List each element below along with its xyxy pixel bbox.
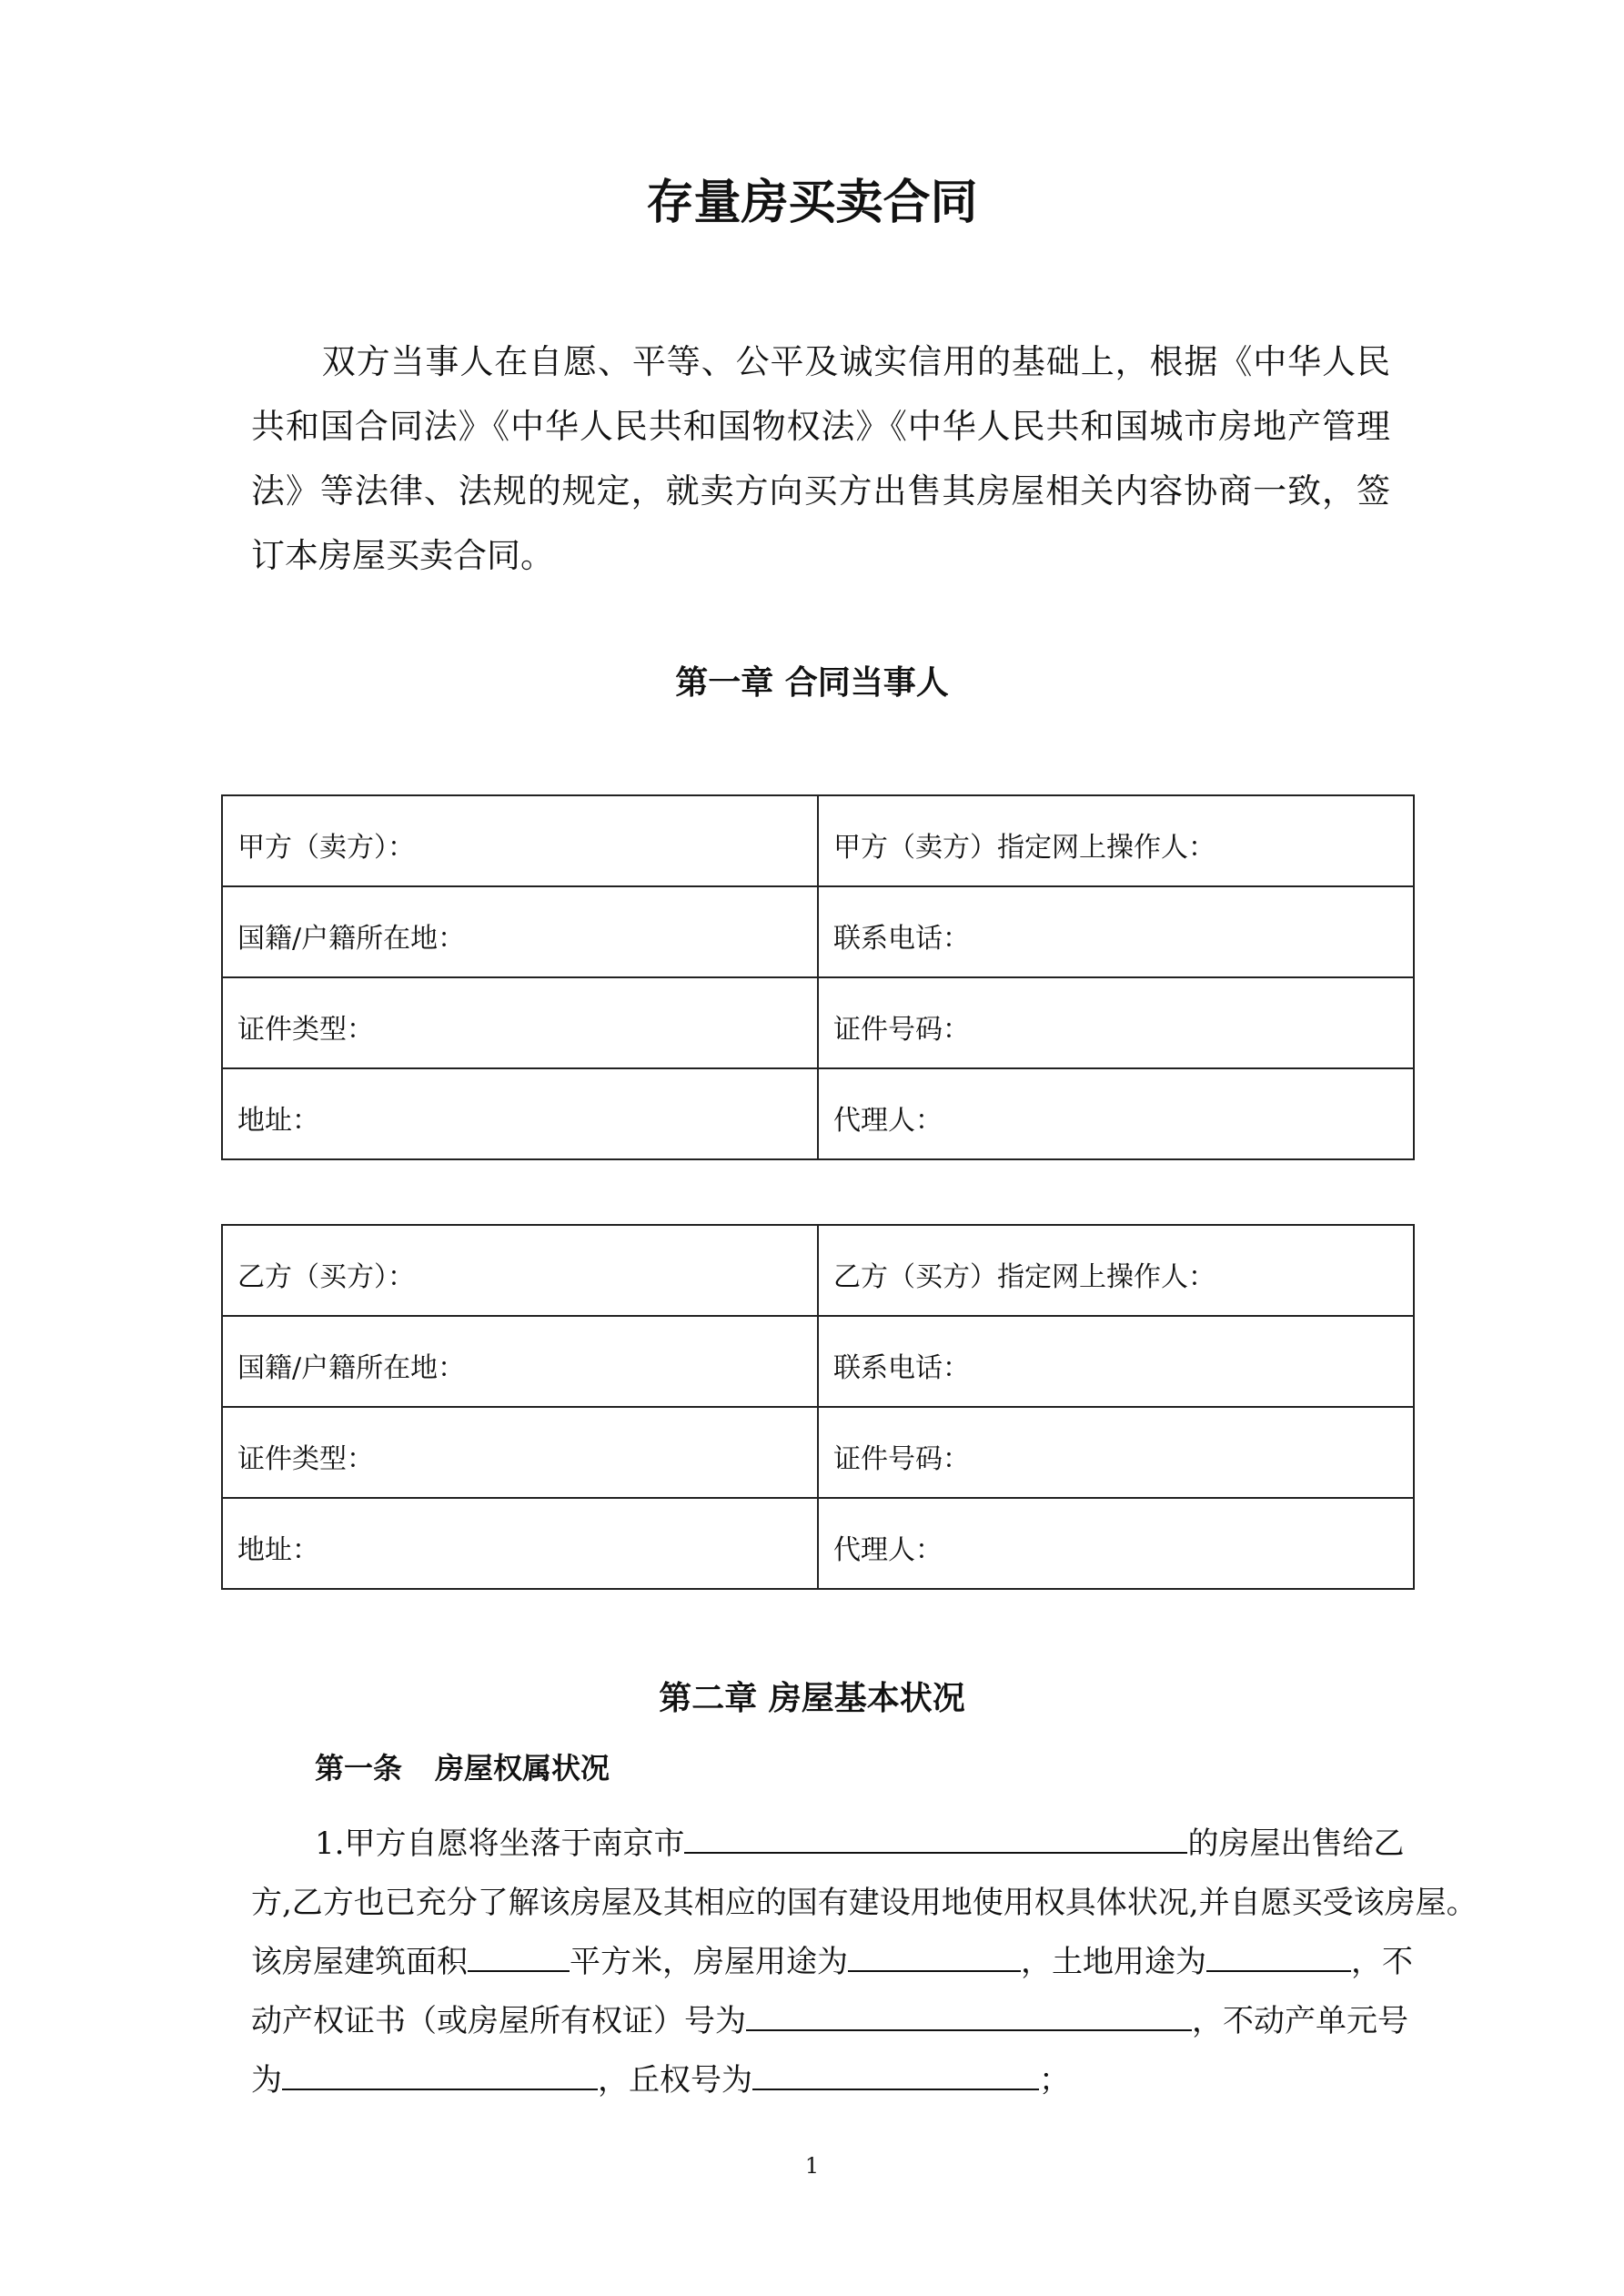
clause-text: 平方米，房屋用途为 (570, 1944, 848, 1980)
clause-text: 为 (251, 2062, 282, 2099)
table-cell: 证件号码： (818, 977, 1414, 1068)
clause-line (251, 1937, 1413, 1981)
table-row (222, 1407, 1414, 1498)
table-row (222, 1316, 1414, 1407)
document-title: 存量房买卖合同 (646, 175, 978, 230)
unit-number-blank[interactable] (282, 2058, 598, 2090)
table-cell: 代理人： (818, 1498, 1414, 1589)
table-cell: 甲方（卖方）： (222, 795, 818, 886)
clause-text: 该房屋建筑面积 (251, 1944, 468, 1980)
clause-line (251, 1877, 1478, 1922)
table-cell: 甲方（卖方）指定网上操作人： (818, 795, 1414, 886)
house-use-blank[interactable] (848, 1939, 1021, 1972)
chapter-1-heading: 第一章 合同当事人 (675, 663, 949, 702)
clause-text: ，丘权号为 (598, 2062, 752, 2099)
chapter-2-heading: 第二章 房屋基本状况 (659, 1679, 965, 1717)
table-cell: 地址： (222, 1068, 818, 1159)
clause-text: ，不 (1351, 1944, 1413, 1980)
table-cell: 联系电话： (818, 1316, 1414, 1407)
party-b-table (221, 1224, 1415, 1590)
clause-text: ，土地用途为 (1021, 1944, 1206, 1980)
table-cell: 国籍/户籍所在地： (222, 1316, 818, 1407)
table-cell: 乙方（买方）指定网上操作人： (818, 1225, 1414, 1316)
article-title: 房屋权属状况 (435, 1751, 610, 1785)
clause-text: ； (1039, 2062, 1070, 2099)
table-cell: 乙方（买方）： (222, 1225, 818, 1316)
clause-line (315, 1818, 1404, 1863)
table-cell: 联系电话： (818, 886, 1414, 977)
table-row (222, 977, 1414, 1068)
table-row (222, 1225, 1414, 1316)
table-row (222, 1068, 1414, 1159)
table-cell: 证件类型： (222, 1407, 818, 1498)
table-cell: 证件号码： (818, 1407, 1414, 1498)
clause-text: ，不动产单元号 (1192, 2003, 1408, 2039)
clause-line (251, 1996, 1408, 2040)
parcel-number-blank[interactable] (752, 2058, 1039, 2090)
table-cell: 地址： (222, 1498, 818, 1589)
table-row (222, 886, 1414, 977)
certificate-number-blank[interactable] (746, 1998, 1192, 2031)
table-cell: 国籍/户籍所在地： (222, 886, 818, 977)
clause-text: 动产权证书（或房屋所有权证）号为 (251, 2003, 746, 2039)
page-number: 1 (804, 2153, 820, 2179)
land-use-blank[interactable] (1206, 1939, 1351, 1972)
location-blank[interactable] (684, 1821, 1187, 1854)
table-cell: 代理人： (818, 1068, 1414, 1159)
clause-text: 方,乙方也已充分了解该房屋及其相应的国有建设用地使用权具体状况,并自愿买受该房屋。 (251, 1885, 1478, 1921)
clause-text: 1.甲方自愿将坐落于南京市 (315, 1826, 685, 1862)
article-number: 第一条 (315, 1751, 403, 1785)
clause-line (251, 2055, 1070, 2099)
article-1-heading (315, 1745, 642, 1787)
table-row (222, 1498, 1414, 1589)
party-a-table (221, 794, 1415, 1160)
clause-text: 的房屋出售给乙 (1187, 1826, 1405, 1862)
area-blank[interactable] (468, 1939, 570, 1972)
table-cell: 证件类型： (222, 977, 818, 1068)
preamble-paragraph: 双方当事人在自愿、平等、公平及诚实信用的基础上，根据《中华人民共和国合同法》《中华人民共和国物权法》《中华人民共和国城市房地产管理法》等法律、法规的规定，就卖方向买方出售其房屋相关内容协商一致，签订本房屋买卖合同。 (251, 342, 1390, 575)
table-row (222, 795, 1414, 886)
